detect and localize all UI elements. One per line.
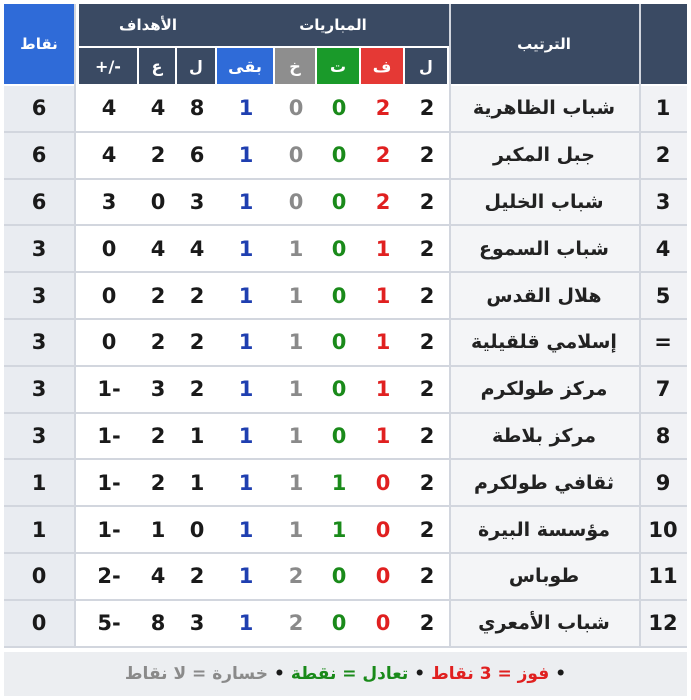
- goals-against-cell: 8: [150, 611, 166, 636]
- rank-cell: 2: [639, 133, 687, 178]
- drawn-cell: 0: [331, 283, 347, 308]
- points-cell: 6: [4, 133, 74, 178]
- rank-cell: 11: [639, 554, 687, 599]
- rank-cell: =: [639, 320, 687, 365]
- drawn-cell: 0: [331, 423, 347, 448]
- team-name: مركز بلاطة: [449, 414, 639, 459]
- column-divider: [449, 4, 451, 648]
- drawn-cell: 1: [331, 470, 347, 495]
- points-cell: 3: [4, 226, 74, 271]
- won-cell: 1: [375, 283, 391, 308]
- won-cell: 2: [375, 189, 391, 214]
- legend-bullet: •: [414, 664, 426, 684]
- goal-diff-cell: 1-: [97, 470, 121, 495]
- remaining-header: بقى: [217, 48, 273, 84]
- goals-for-header: ل: [177, 48, 215, 84]
- goal-diff-cell: 0: [101, 236, 117, 261]
- remaining-cell: 1: [238, 96, 254, 121]
- column-divider: [639, 4, 641, 648]
- lost-cell: 1: [288, 236, 304, 261]
- goals-for-cell: 4: [189, 236, 205, 261]
- played-cell: 2: [419, 189, 435, 214]
- lost-header: خ: [275, 48, 315, 84]
- played-cell: 2: [419, 377, 435, 402]
- team-name: مركز طولكرم: [449, 367, 639, 412]
- rank-cell: 8: [639, 414, 687, 459]
- points-cell: 3: [4, 320, 74, 365]
- goal-diff-cell: 1-: [97, 377, 121, 402]
- won-cell: 0: [375, 611, 391, 636]
- goals-against-cell: 2: [150, 143, 166, 168]
- lost-cell: 1: [288, 517, 304, 542]
- goals-for-cell: 3: [189, 189, 205, 214]
- played-cell: 2: [419, 517, 435, 542]
- remaining-cell: 1: [238, 423, 254, 448]
- remaining-cell: 1: [238, 564, 254, 589]
- team-name: شباب الأمعري: [449, 601, 639, 646]
- goal-diff-cell: 5-: [97, 611, 121, 636]
- team-name: ثقافي طولكرم: [449, 460, 639, 505]
- team-name: إسلامي قلقيلية: [449, 320, 639, 365]
- goals-against-cell: 0: [150, 189, 166, 214]
- points-legend: [4, 652, 687, 696]
- goal-diff-cell: 1-: [97, 423, 121, 448]
- goals-for-cell: 2: [189, 564, 205, 589]
- goal-diff-cell: 2-: [97, 564, 121, 589]
- remaining-cell: 1: [238, 470, 254, 495]
- goals-against-cell: 3: [150, 377, 166, 402]
- goal-diff-cell: 0: [101, 283, 117, 308]
- goals-against-cell: 2: [150, 283, 166, 308]
- points-cell: 1: [4, 507, 74, 552]
- played-header: ل: [405, 48, 447, 84]
- won-header: ف: [361, 48, 403, 84]
- lost-cell: 0: [288, 96, 304, 121]
- team-name: هلال القدس: [449, 273, 639, 318]
- remaining-cell: 1: [238, 283, 254, 308]
- goals-against-cell: 2: [150, 470, 166, 495]
- remaining-cell: 1: [238, 236, 254, 261]
- lost-cell: 2: [288, 564, 304, 589]
- goals-for-cell: 8: [189, 96, 205, 121]
- goals-for-cell: 1: [189, 470, 205, 495]
- goals-for-cell: 2: [189, 283, 205, 308]
- drawn-cell: 1: [331, 517, 347, 542]
- goal-diff-cell: 4: [101, 96, 117, 121]
- played-cell: 2: [419, 611, 435, 636]
- rank-cell: 9: [639, 460, 687, 505]
- remaining-cell: 1: [238, 377, 254, 402]
- points-cell: 1: [4, 460, 74, 505]
- points-cell: 0: [4, 601, 74, 646]
- goals-for-cell: 2: [189, 377, 205, 402]
- lost-cell: 0: [288, 189, 304, 214]
- rank-cell: 4: [639, 226, 687, 271]
- legend-bullet: •: [273, 664, 285, 684]
- lost-cell: 0: [288, 143, 304, 168]
- goals-for-cell: 3: [189, 611, 205, 636]
- drawn-cell: 0: [331, 377, 347, 402]
- goal-diff-cell: 3: [101, 189, 117, 214]
- drawn-cell: 0: [331, 189, 347, 214]
- lost-cell: 1: [288, 423, 304, 448]
- points-header: نقاط: [4, 4, 74, 84]
- goals-for-cell: 6: [189, 143, 205, 168]
- won-cell: 0: [375, 470, 391, 495]
- goals-against-cell: 4: [150, 96, 166, 121]
- played-cell: 2: [419, 330, 435, 355]
- lost-cell: 1: [288, 283, 304, 308]
- rank-cell: 5: [639, 273, 687, 318]
- goals-against-cell: 2: [150, 330, 166, 355]
- drawn-cell: 0: [331, 564, 347, 589]
- points-cell: 3: [4, 367, 74, 412]
- remaining-cell: 1: [238, 611, 254, 636]
- won-cell: 2: [375, 143, 391, 168]
- remaining-cell: 1: [238, 143, 254, 168]
- played-cell: 2: [419, 470, 435, 495]
- legend-draw: تعادل = نقطة: [290, 664, 409, 684]
- rank-header: الترتيب: [449, 4, 639, 84]
- lost-cell: 1: [288, 330, 304, 355]
- drawn-cell: 0: [331, 330, 347, 355]
- team-name: مؤسسة البيرة: [449, 507, 639, 552]
- rank-cell: 7: [639, 367, 687, 412]
- team-name: شباب الخليل: [449, 180, 639, 225]
- legend-win: فوز = 3 نقاط: [431, 664, 550, 684]
- drawn-cell: 0: [331, 236, 347, 261]
- drawn-cell: 0: [331, 96, 347, 121]
- won-cell: 1: [375, 423, 391, 448]
- team-name: شباب السموع: [449, 226, 639, 271]
- drawn-header: ت: [317, 48, 359, 84]
- goals-against-cell: 2: [150, 423, 166, 448]
- goals-group-header: الأهداف: [79, 4, 217, 46]
- remaining-cell: 1: [238, 330, 254, 355]
- goals-for-cell: 0: [189, 517, 205, 542]
- won-cell: 2: [375, 96, 391, 121]
- points-cell: 6: [4, 86, 74, 131]
- won-cell: 0: [375, 517, 391, 542]
- lost-cell: 2: [288, 611, 304, 636]
- goals-for-cell: 1: [189, 423, 205, 448]
- rank-cell: 1: [639, 86, 687, 131]
- goal-diff-cell: 4: [101, 143, 117, 168]
- played-cell: 2: [419, 423, 435, 448]
- won-cell: 1: [375, 236, 391, 261]
- won-cell: 1: [375, 377, 391, 402]
- team-name: جبل المكبر: [449, 133, 639, 178]
- won-cell: 1: [375, 330, 391, 355]
- drawn-cell: 0: [331, 143, 347, 168]
- points-cell: 6: [4, 180, 74, 225]
- goals-against-header: ع: [139, 48, 175, 84]
- points-cell: 3: [4, 273, 74, 318]
- remaining-cell: 1: [238, 517, 254, 542]
- matches-group-header: المباريات: [217, 4, 449, 46]
- points-cell: 3: [4, 414, 74, 459]
- rank-cell: 3: [639, 180, 687, 225]
- goal-diff-cell: 1-: [97, 517, 121, 542]
- won-cell: 0: [375, 564, 391, 589]
- team-name: طوباس: [449, 554, 639, 599]
- rank-cell: 12: [639, 601, 687, 646]
- team-name: شباب الظاهرية: [449, 86, 639, 131]
- lost-cell: 1: [288, 377, 304, 402]
- column-divider: [74, 4, 76, 648]
- goals-against-cell: 4: [150, 236, 166, 261]
- played-cell: 2: [419, 96, 435, 121]
- played-cell: 2: [419, 143, 435, 168]
- legend-bullet: •: [555, 664, 567, 684]
- goals-for-cell: 2: [189, 330, 205, 355]
- rank-cell: 10: [639, 507, 687, 552]
- goal-diff-header: +/-: [79, 48, 137, 84]
- played-cell: 2: [419, 283, 435, 308]
- played-cell: 2: [419, 564, 435, 589]
- goals-against-cell: 1: [150, 517, 166, 542]
- remaining-cell: 1: [238, 189, 254, 214]
- played-cell: 2: [419, 236, 435, 261]
- drawn-cell: 0: [331, 611, 347, 636]
- points-cell: 0: [4, 554, 74, 599]
- goal-diff-cell: 0: [101, 330, 117, 355]
- goals-against-cell: 4: [150, 564, 166, 589]
- lost-cell: 1: [288, 470, 304, 495]
- rank-number-header: [639, 4, 687, 84]
- legend-loss: خسارة = لا نقاط: [124, 664, 268, 684]
